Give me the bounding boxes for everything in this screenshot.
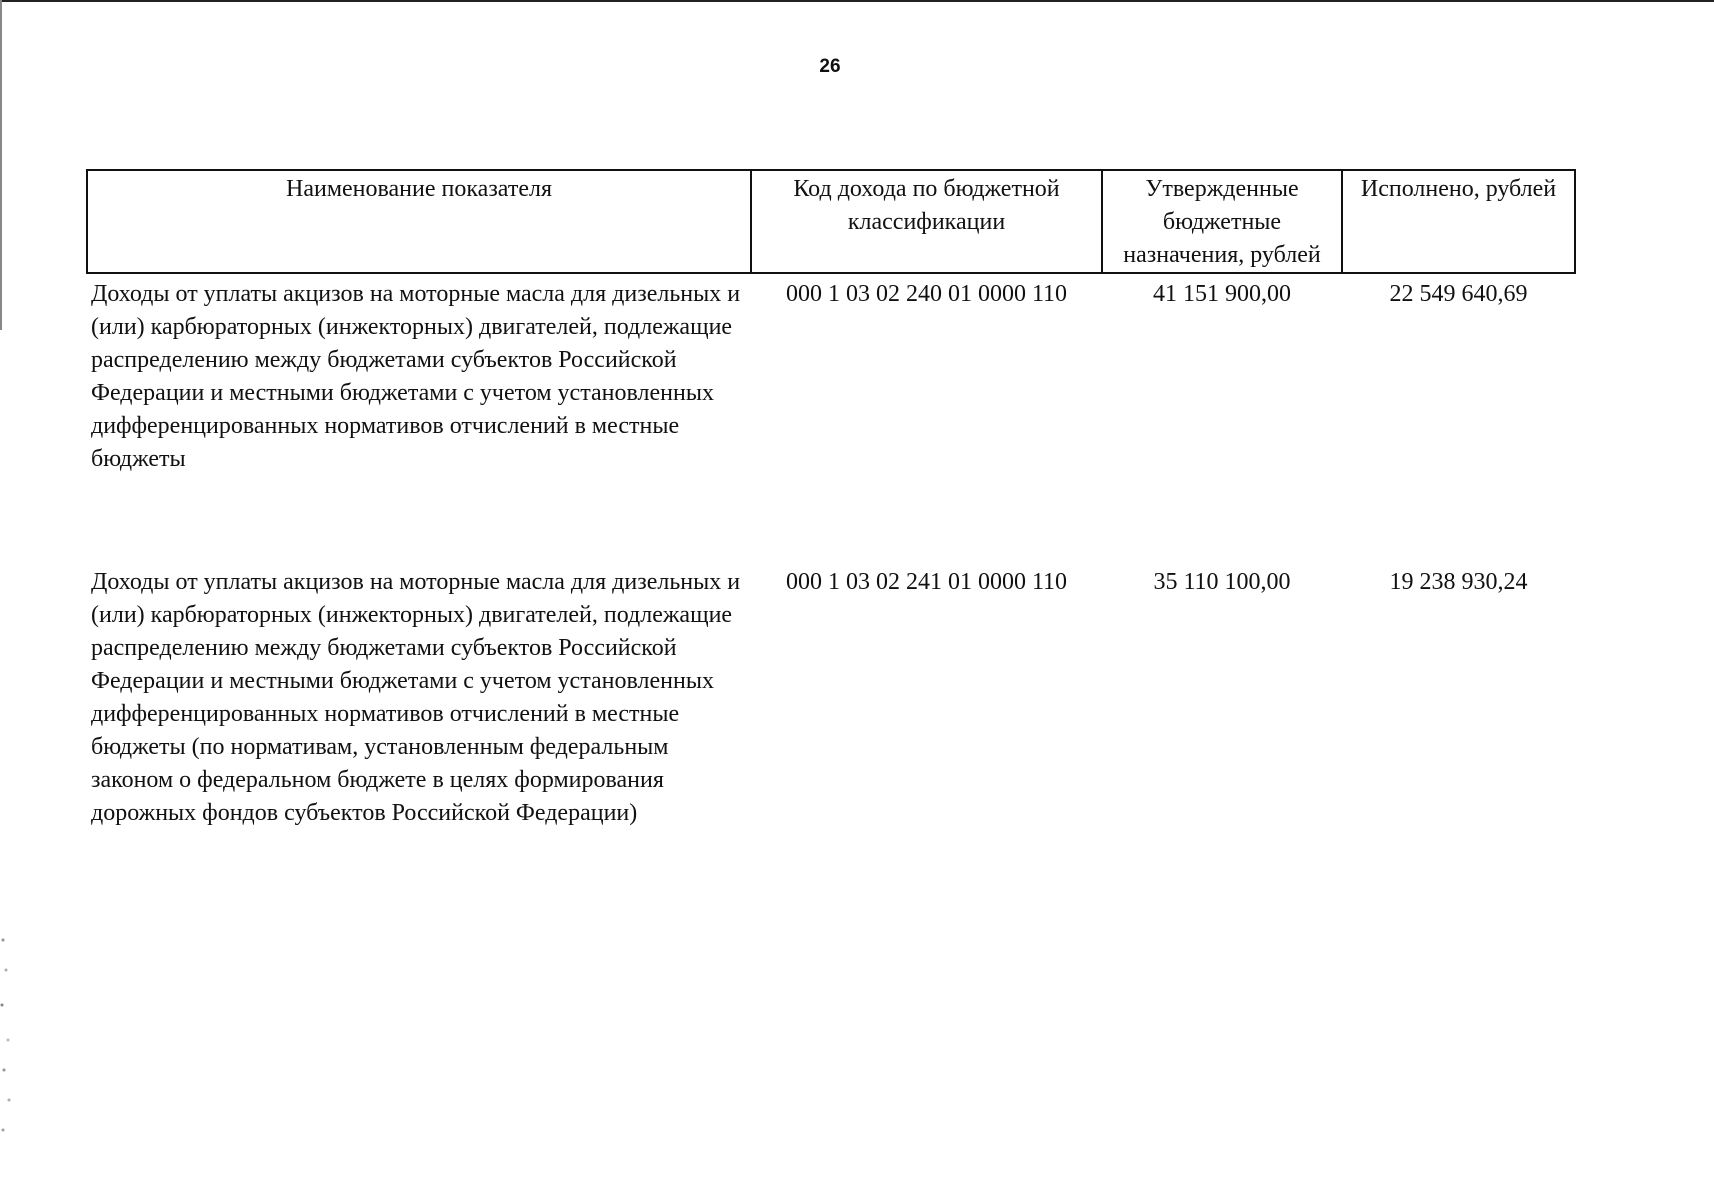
table-row bbox=[87, 566, 1575, 906]
row-indicator-name: Доходы от уплаты акцизов на моторные масла для дизельных и (или) карбюраторных (инжекторных) двигателей, подлежащие распределению между бюджетами субъектов Российской Федерации и местными бюджетами с учетом установленных дифференцированных нормативов отчислений в местные бюджеты (по нормативам, установленным федеральным законом о федеральном бюджете в целях формирования дорожных фондов субъектов Российской Федерации) bbox=[91, 569, 741, 826]
row-executed-amount: 22 549 640,69 bbox=[1389, 281, 1528, 307]
row-indicator-name: Доходы от уплаты акцизов на моторные масла для дизельных и (или) карбюраторных (инжекторных) двигателей, подлежащие распределению между бюджетами субъектов Российской Федерации и местными бюджетами с учетом установленных дифференцированных нормативов отчислений в местные бюджеты bbox=[91, 281, 741, 472]
table-header bbox=[87, 170, 1575, 273]
row-executed-amount: 19 238 930,24 bbox=[1389, 569, 1528, 595]
scan-artifacts bbox=[0, 930, 14, 1150]
row-budget-code: 000 1 03 02 241 01 0000 110 bbox=[785, 569, 1068, 595]
row-budget-code: 000 1 03 02 240 01 0000 110 bbox=[785, 281, 1068, 307]
row-approved-amount: 41 151 900,00 bbox=[1153, 281, 1291, 307]
header-executed: Исполнено, рублей bbox=[1342, 170, 1575, 273]
page-number: 26 bbox=[819, 56, 841, 77]
table-body bbox=[87, 273, 1575, 906]
page-top-border bbox=[0, 0, 1714, 2]
row-approved-amount: 35 110 100,00 bbox=[1153, 569, 1291, 595]
header-budget-code: Код дохода по бюджетной классификации bbox=[751, 170, 1102, 273]
header-row bbox=[87, 170, 1575, 273]
revenue-table bbox=[86, 169, 1576, 906]
page-left-border bbox=[0, 0, 2, 330]
header-indicator-name: Наименование показателя bbox=[87, 170, 751, 273]
table-row bbox=[87, 273, 1575, 566]
header-approved-budget: Утвержденные бюджетные назначения, рублей bbox=[1102, 170, 1342, 273]
